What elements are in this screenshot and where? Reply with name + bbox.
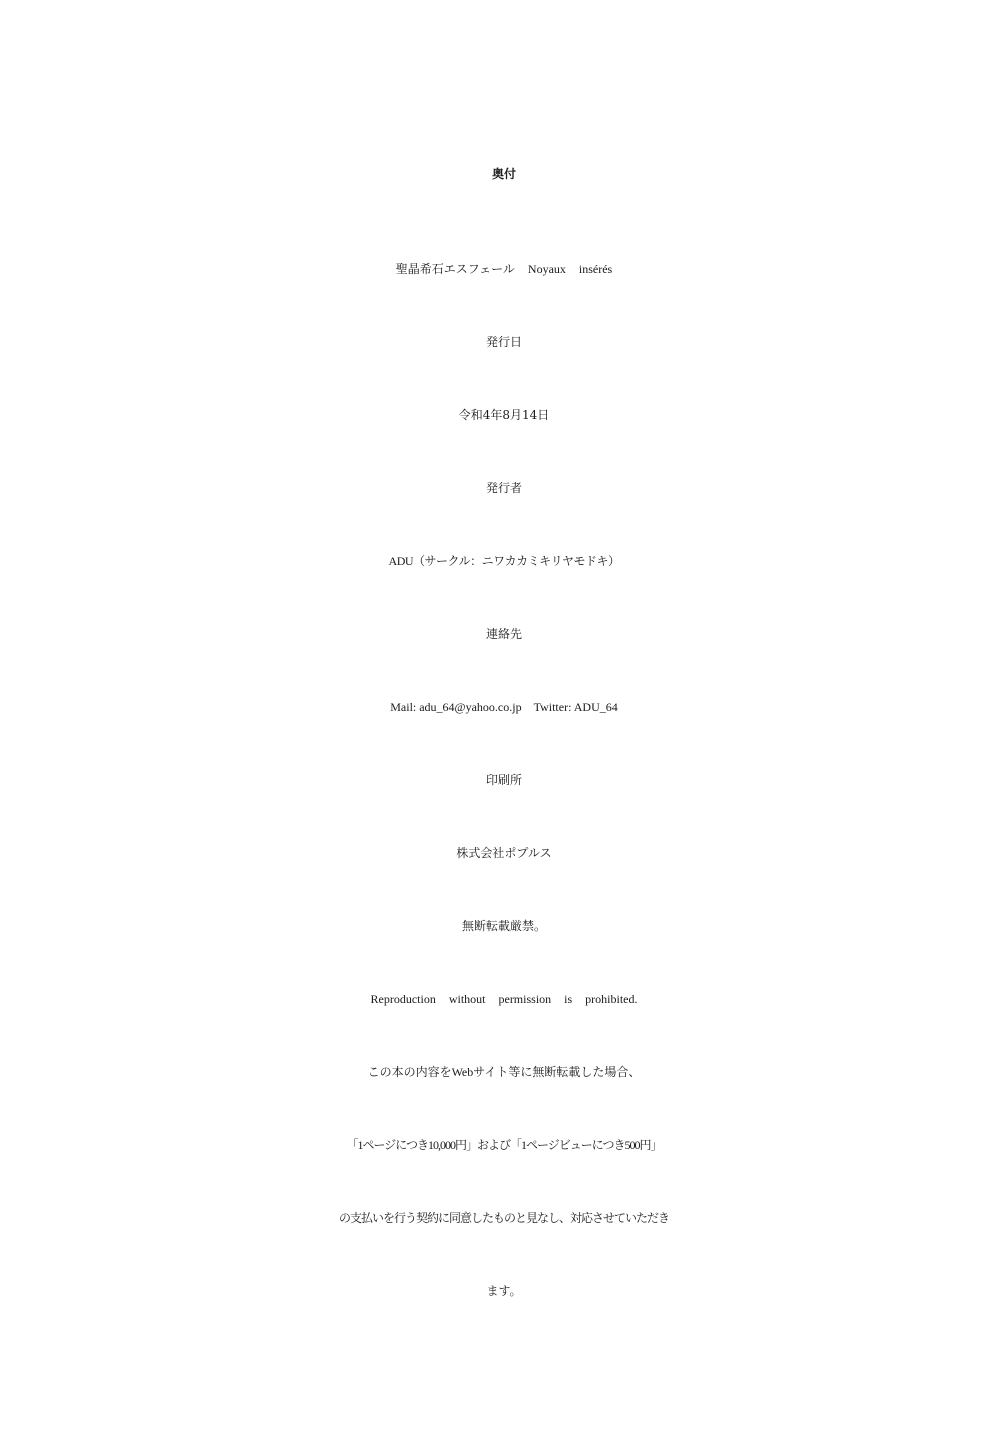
colophon-heading: 奥付 (491, 167, 516, 181)
terms-line-3: の支払いを行う契約に同意したものと見なし、対応させていただき (338, 1211, 669, 1225)
contact-label: 連絡先 (485, 627, 522, 641)
issue-date-label: 発行日 (485, 335, 522, 349)
publisher-label: 発行者 (485, 481, 522, 495)
notice-english: Reproduction without permission is prohibited. (370, 992, 638, 1006)
notice-japanese: 無断転載厳禁。 (461, 919, 546, 933)
work-title: 聖晶希石エスフェール Noyaux insérés (395, 262, 613, 276)
contact-info: Mail: adu_64@yahoo.co.jp Twitter: ADU_64 (390, 700, 618, 714)
printer-name: 株式会社ポプルス (456, 846, 552, 860)
publisher-name: ADU（サークル：ニワカカミキリヤモドキ） (388, 554, 620, 568)
printer-label: 印刷所 (485, 773, 522, 787)
terms-line-1: この本の内容をWebサイト等に無断転載した場合、 (367, 1065, 641, 1079)
terms-line-4: ます。 (486, 1284, 522, 1298)
issue-date: 令和4年8月14日 (458, 408, 550, 422)
terms-line-2: 「1ページにつき10,000円」および「1ページビューにつき500円」 (346, 1138, 662, 1152)
